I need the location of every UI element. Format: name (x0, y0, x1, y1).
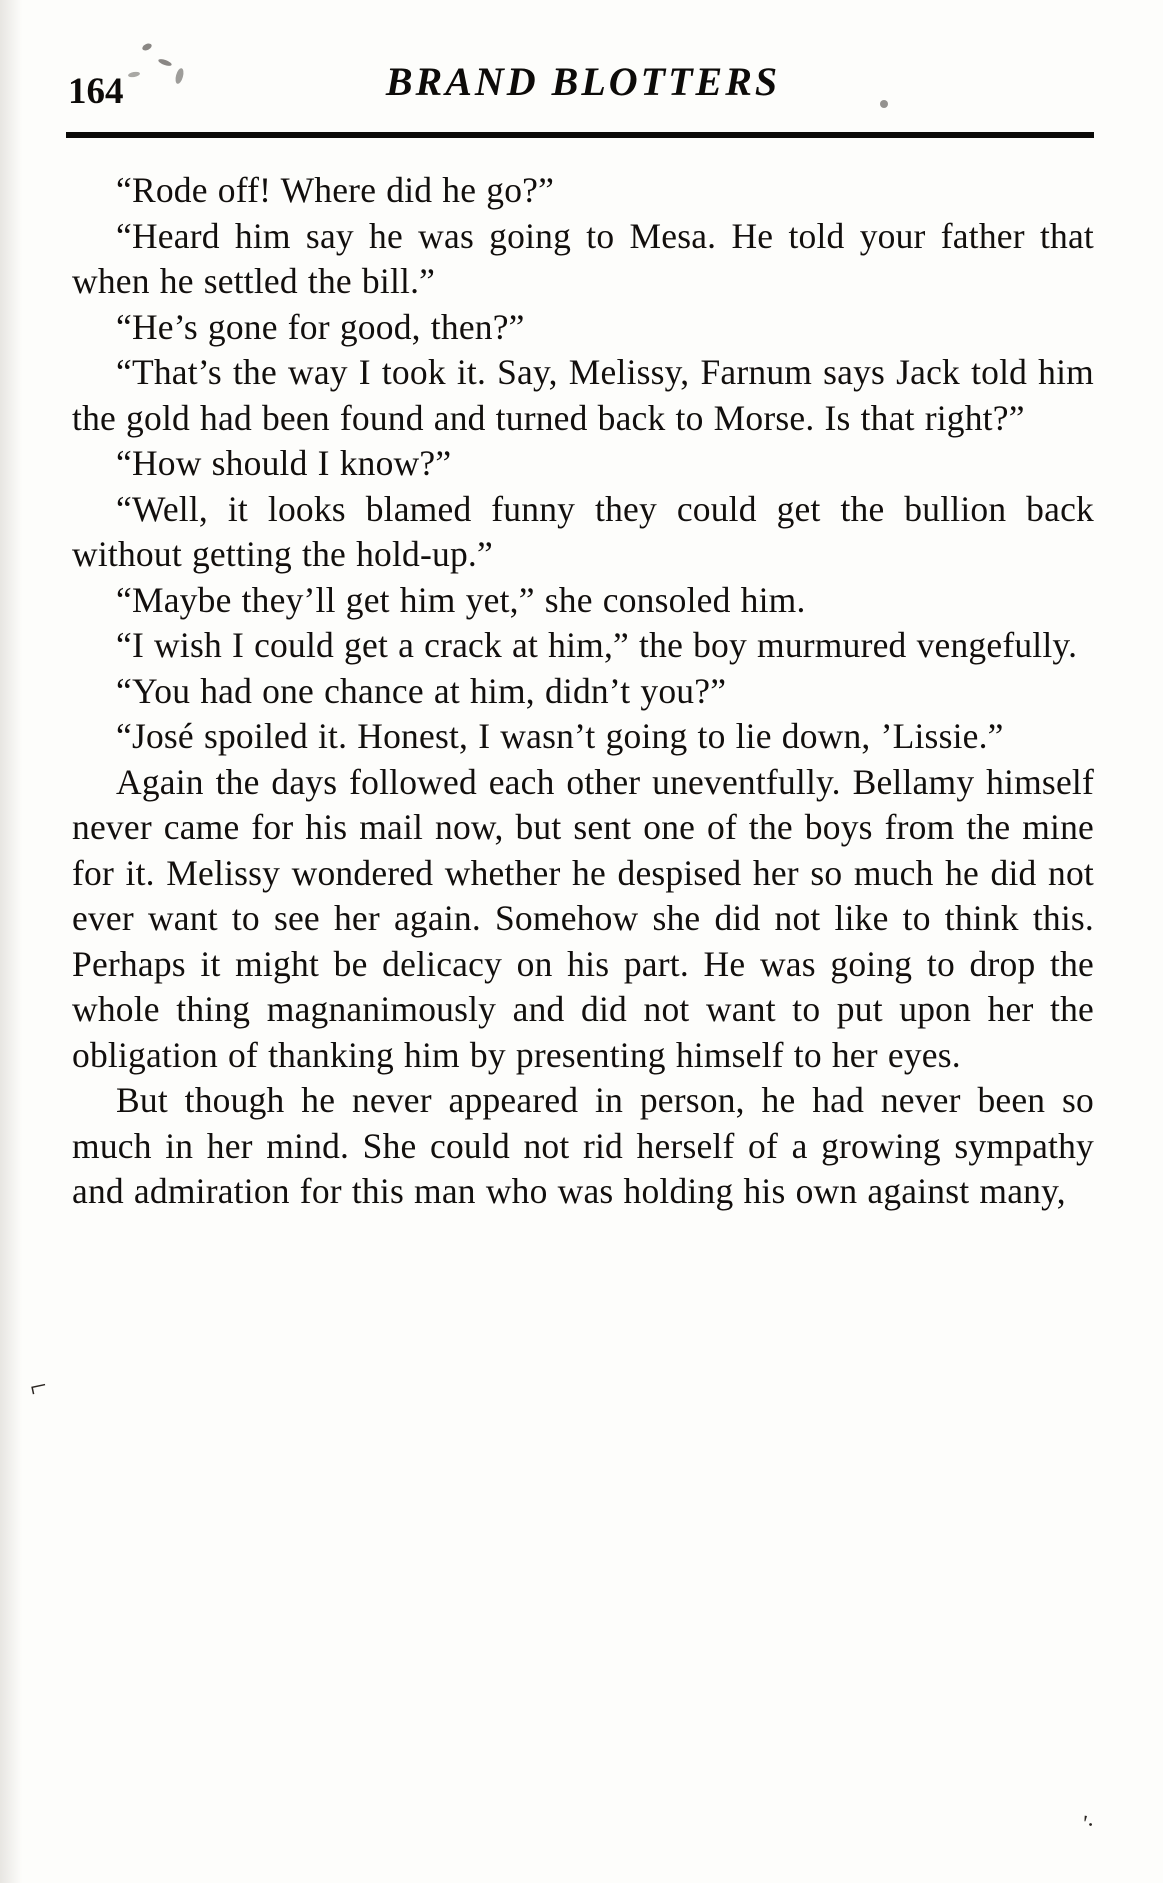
body-text (72, 168, 1094, 1215)
paragraph: “Heard him say he was going to Mesa. He told your father that when he settled the bill.” (72, 215, 1094, 301)
paragraph: “You had one chance at him, didn’t you?” (116, 670, 727, 711)
paragraph: “Well, it looks blamed funny they could get the bullion back without getting the hold-up.” (72, 488, 1094, 574)
paragraph: But though he never appeared in person, he had never been so much in her mind. She could not rid herself of a growing sympathy and admiration for this man who was holding his own against many, (72, 1080, 1094, 1211)
paragraph: “I wish I could get a crack at him,” the boy murmured vengefully. (116, 625, 1078, 665)
paragraph: “José spoiled it. Honest, I wasn’t going to lie down, ’Lissie.” (116, 716, 1004, 756)
margin-mark-bottom: '· (1079, 1811, 1097, 1839)
paragraph: “That’s the way I took it. Say, Melissy, Farnum says Jack told him the gold had been found and turned back to Morse. Is that right?” (72, 352, 1094, 438)
page-number: 164 (68, 71, 124, 112)
paragraph: “Rode off! Where did he go?” (116, 170, 555, 210)
paragraph: “He’s gone for good, then?” (116, 306, 525, 347)
paragraph: Again the days followed each other uneventfully. Bellamy himself never came for his mail now, but sent one of the boys from the mine for it. Melissy wondered whether he despised her so much he did not ever want to see her again. Somehow she did not like to think this. Perhaps it might be delicacy on his part. He was going to drop the whole thing magnanimously and did not want to put upon her the obligation of thanking him by presenting himself to her eyes. (72, 761, 1094, 1075)
margin-mark-left: ⌐ (26, 1368, 51, 1405)
scan-smudge-icon (880, 100, 888, 108)
page-header (68, 58, 1098, 120)
running-title: BRAND BLOTTERS (385, 59, 781, 104)
header-rule (66, 132, 1094, 138)
scan-smudge-icon (141, 42, 153, 52)
page-edge-shadow (0, 0, 22, 1883)
paragraph: “Maybe they’ll get him yet,” she consoled him. (116, 579, 806, 620)
paragraph: “How should I know?” (116, 443, 452, 483)
